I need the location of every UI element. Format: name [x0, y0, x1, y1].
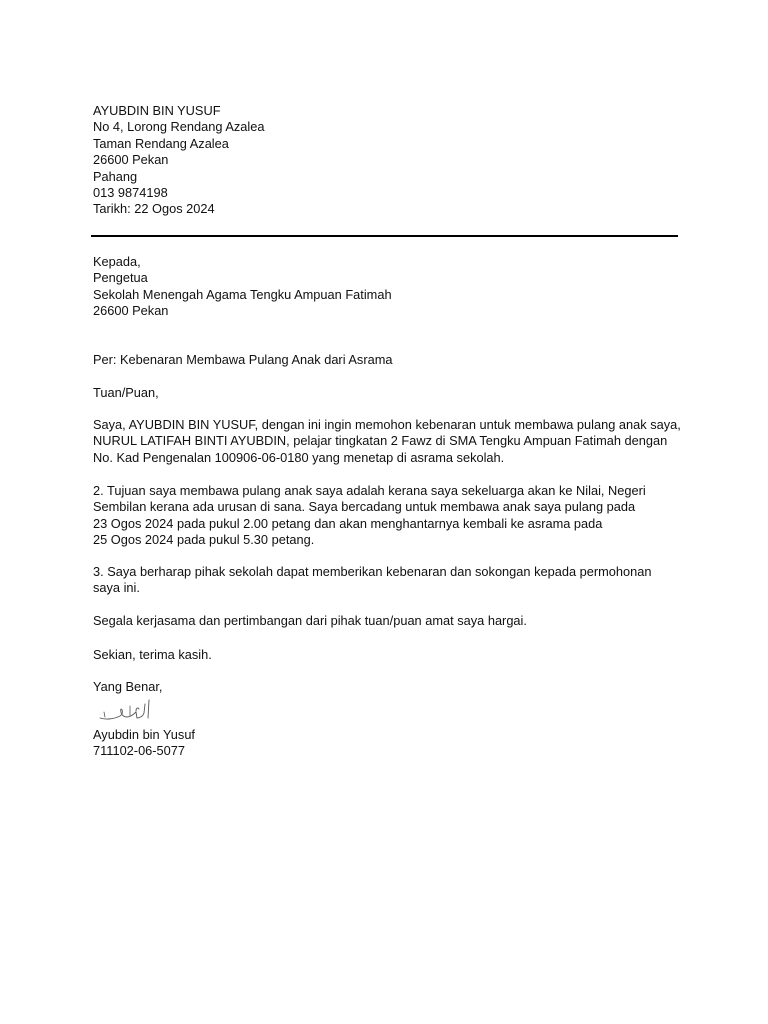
closing-text: Sekian, terima kasih. — [93, 647, 212, 662]
sender-phone: 013 9874198 — [93, 185, 168, 201]
sender-address-2: Taman Rendang Azalea — [93, 135, 229, 151]
sign-off — [93, 679, 683, 695]
signature-image — [96, 696, 156, 726]
paragraph-4-text: Segala kerjasama dan pertimbangan dari pihak tuan/puan amat saya hargai. — [93, 613, 527, 628]
signer-ic-number: 711102-06-5077 — [93, 743, 186, 759]
subject-text: Per: Kebenaran Membawa Pulang Anak dari Asrama — [93, 352, 393, 367]
signer-block — [93, 727, 683, 760]
recipient-title: Pengetua — [93, 270, 148, 286]
paragraph-1-line: No. Kad Pengenalan 100906-06-0180 yang menetap di asrama sekolah. — [93, 449, 505, 465]
greeting-text: Tuan/Puan, — [93, 385, 159, 400]
paragraph-2-line: Sembilan kerana ada urusan di sana. Saya bercadang untuk membawa anak saya pulang pada — [93, 499, 636, 515]
paragraph-1-line: NURUL LATIFAH BINTI AYUBDIN, pelajar tingkatan 2 Fawz di SMA Tengku Ampuan Fatimah dengan — [93, 433, 668, 449]
letter-date: Tarikh: 22 Ogos 2024 — [93, 201, 215, 217]
sender-block — [93, 103, 683, 218]
recipient-school: Sekolah Menengah Agama Tengku Ampuan Fatimah — [93, 286, 392, 302]
greeting — [93, 385, 683, 401]
subject-line — [93, 352, 683, 368]
paragraph-2-line: 23 Ogos 2024 pada pukul 2.00 petang dan akan menghantarnya kembali ke asrama pada — [93, 515, 603, 531]
recipient-block — [93, 254, 683, 320]
recipient-salutation: Kepada, — [93, 254, 141, 269]
paragraph-1 — [93, 417, 683, 466]
recipient-postcode-city: 26600 Pekan — [93, 303, 169, 319]
paragraph-3-line: saya ini. — [93, 580, 140, 596]
paragraph-3 — [93, 564, 683, 597]
sign-off-text: Yang Benar, — [93, 679, 163, 694]
sender-address-1: No 4, Lorong Rendang Azalea — [93, 119, 265, 135]
sender-name: AYUBDIN BIN YUSUF — [93, 103, 221, 118]
closing — [93, 647, 683, 663]
paragraph-1-line: Saya, AYUBDIN BIN YUSUF, dengan ini ingin memohon kebenaran untuk membawa pulang anak saya, — [93, 417, 681, 432]
sender-postcode-city: 26600 Pekan — [93, 152, 169, 168]
paragraph-2-line: 2. Tujuan saya membawa pulang anak saya adalah kerana saya sekeluarga akan ke Nilai, Negeri — [93, 483, 646, 498]
paragraph-2-line: 25 Ogos 2024 pada pukul 5.30 petang. — [93, 532, 315, 548]
header-divider — [91, 235, 678, 237]
sender-state: Pahang — [93, 168, 138, 184]
signer-name: Ayubdin bin Yusuf — [93, 727, 195, 742]
paragraph-3-line: 3. Saya berharap pihak sekolah dapat memberikan kebenaran dan sokongan kepada permohonan — [93, 564, 652, 579]
paragraph-2 — [93, 483, 683, 549]
paragraph-4 — [93, 613, 683, 629]
